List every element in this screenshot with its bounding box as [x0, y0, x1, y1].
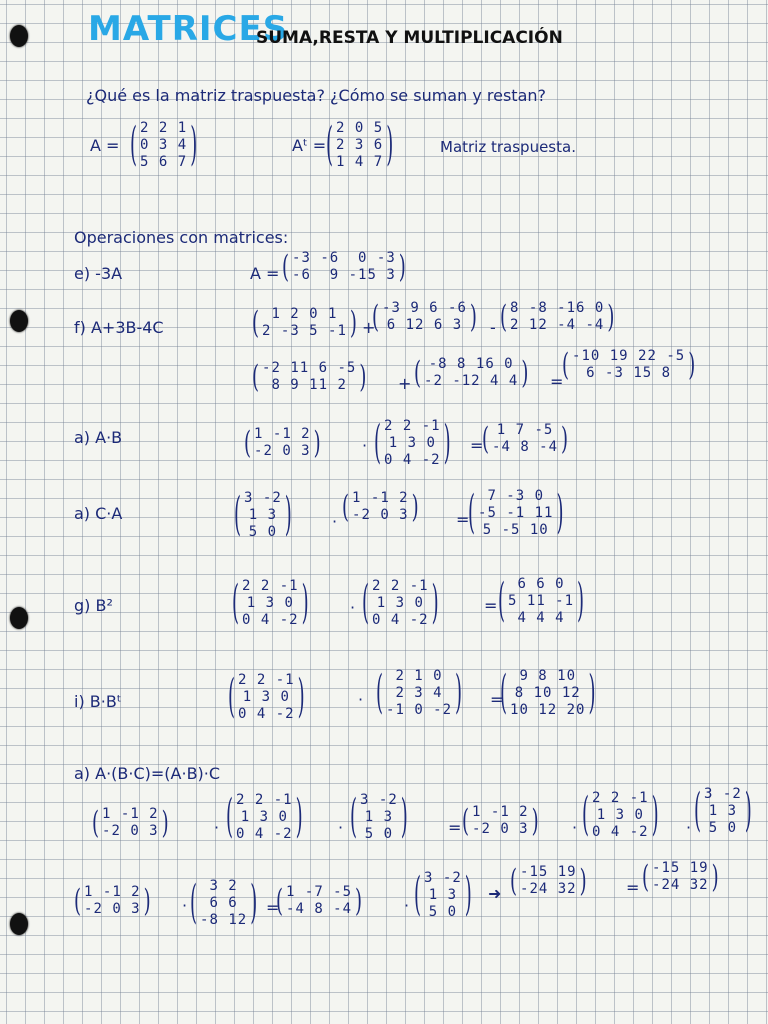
- plus-sign: +: [362, 318, 376, 337]
- right-bracket: ): [588, 666, 596, 721]
- exercise-f-label: f) A+3B-4C: [74, 318, 164, 337]
- matrix-row: 1 4 7: [336, 154, 384, 170]
- matrix-row: -2 0 3: [472, 821, 529, 837]
- matrix-row: 1 2 0 1: [271, 306, 338, 322]
- matrix-f-4: [252, 360, 366, 394]
- right-bracket: ): [651, 788, 659, 843]
- left-bracket: (: [498, 574, 506, 629]
- right-bracket: ): [744, 784, 752, 839]
- matrix-row: 8 -8 -16 0: [510, 300, 605, 316]
- right-bracket: ): [398, 249, 406, 285]
- matrix-row: -2 0 3: [352, 507, 409, 523]
- matrix-assoc-r1-6: [694, 786, 752, 837]
- equals-sign: =: [448, 818, 462, 837]
- matrix-row: 1 3: [248, 507, 278, 523]
- right-bracket: ): [431, 576, 439, 631]
- left-bracket: (: [414, 868, 422, 923]
- matrix-assoc-r1-1: [92, 806, 169, 840]
- left-bracket: (: [252, 359, 260, 395]
- right-bracket: ): [711, 859, 719, 895]
- left-bracket: (: [190, 876, 198, 931]
- matrix-ab-result: [482, 422, 568, 456]
- exercise-bbt-label: i) B·Bᵗ: [74, 692, 122, 711]
- matrix-bbt-1: [228, 672, 305, 723]
- binder-hole: [10, 25, 28, 47]
- left-bracket: (: [234, 488, 242, 543]
- right-bracket: ): [250, 876, 258, 931]
- left-bracket: (: [232, 576, 240, 631]
- matrix-row: 0 4 -2: [384, 452, 441, 468]
- matrix-row: 2 2 1: [140, 120, 188, 136]
- matrix-row: 1 3 0: [596, 807, 644, 823]
- right-bracket: ): [400, 790, 408, 845]
- matrix-row: 4 4 4: [517, 610, 565, 626]
- dot-sign: ·: [182, 896, 188, 915]
- matrix-row: 2 2 -1: [238, 672, 295, 688]
- matrix-row: 1 -1 2: [352, 490, 409, 506]
- right-bracket: ): [143, 883, 151, 919]
- matrix-assoc-r2-6: [642, 860, 719, 894]
- matrix-row: 0 4 -2: [592, 824, 649, 840]
- left-bracket: (: [130, 118, 138, 173]
- matrix-assoc-r1-2: [226, 792, 303, 843]
- matrix-row: 5 11 -1: [508, 593, 575, 609]
- matrix-row: 8 10 12: [514, 685, 581, 701]
- matrix-row: -24 32: [652, 877, 709, 893]
- matrix-row: 1 3 0: [388, 435, 436, 451]
- dot-sign: ·: [338, 818, 344, 837]
- matrix-row: 0 4 -2: [236, 826, 293, 842]
- matrix-assoc-r2-4: [414, 870, 472, 921]
- matrix-row: -10 19 22 -5: [572, 348, 686, 364]
- matrix-b2-1: [232, 578, 309, 629]
- matrix-row: 2 0 5: [336, 120, 384, 136]
- equals-sign: =: [470, 436, 484, 455]
- equals-sign: =: [266, 898, 280, 917]
- matrix-row: -2 0 3: [102, 823, 159, 839]
- matrix-row: 1 -1 2: [472, 804, 529, 820]
- matrix-row: -2 -12 4 4: [424, 373, 519, 389]
- right-bracket: ): [556, 486, 564, 541]
- matrix-row: 3 2: [209, 878, 238, 894]
- matrix-row: 2 12 -4 -4: [510, 317, 605, 333]
- right-bracket: ): [161, 805, 169, 841]
- matrix-row: 0 4 -2: [242, 612, 299, 628]
- left-bracket: (: [510, 863, 518, 899]
- matrix-row: 8 9 11 2: [271, 377, 347, 393]
- left-bracket: (: [350, 790, 358, 845]
- matrix-at-label: Aᵗ =: [292, 136, 327, 155]
- matrix-row: -8 8 16 0: [428, 356, 514, 372]
- dot-sign: ·: [214, 818, 220, 837]
- dot-sign: ·: [572, 818, 578, 837]
- minus-sign: -: [490, 318, 496, 337]
- matrix-row: 9 8 10: [519, 668, 577, 684]
- binder-hole: [10, 607, 28, 629]
- right-bracket: ): [359, 359, 367, 395]
- right-bracket: ): [688, 347, 696, 383]
- matrix-row: -3 -6 0 -3: [292, 250, 396, 266]
- dot-sign: ·: [686, 818, 692, 837]
- matrix-row: -15 19: [652, 860, 709, 876]
- matrix-row: 2 3 6: [336, 137, 384, 153]
- left-bracket: (: [562, 347, 570, 383]
- binder-hole: [10, 913, 28, 935]
- matrix-row: 2 3 4: [395, 685, 443, 701]
- matrix-row: -4 8 -4: [492, 439, 559, 455]
- matrix-row: 1 -7 -5: [286, 884, 353, 900]
- dot-sign: ·: [362, 436, 368, 455]
- matrix-row: 7 -3 0: [487, 488, 545, 504]
- matrix-ca-2: [342, 490, 419, 524]
- left-bracket: (: [244, 425, 252, 461]
- left-bracket: (: [582, 788, 590, 843]
- equals-sign: =: [484, 596, 498, 615]
- left-bracket: (: [226, 790, 234, 845]
- matrix-row: 1 3 0: [240, 809, 288, 825]
- matrix-row: 10 12 20: [510, 702, 586, 718]
- matrix-row: -2 0 3: [254, 443, 311, 459]
- right-bracket: ): [301, 576, 309, 631]
- right-bracket: ): [443, 416, 451, 471]
- matrix-row: 0 4 -2: [372, 612, 429, 628]
- transpose-note: Matriz traspuesta.: [440, 138, 576, 156]
- matrix-row: 1 3 0: [246, 595, 294, 611]
- matrix-row: -4 8 -4: [286, 901, 353, 917]
- matrix-row: 2 2 -1: [236, 792, 293, 808]
- right-bracket: ): [577, 574, 585, 629]
- exercise-e-label: e) -3A: [74, 264, 123, 283]
- equals-sign: =: [456, 510, 470, 529]
- question: ¿Qué es la matriz traspuesta? ¿Cómo se suman y restan?: [86, 86, 546, 105]
- matrix-row: -6 9 -15 3: [292, 267, 396, 283]
- matrix-assoc-r2-2: [190, 878, 257, 929]
- matrix-row: 6 6 0: [517, 576, 565, 592]
- matrix-row: 1 3: [428, 887, 458, 903]
- exercise-assoc-label: a) A·(B·C)=(A·B)·C: [74, 764, 221, 783]
- left-bracket: (: [282, 249, 290, 285]
- right-bracket: ): [355, 883, 363, 919]
- right-bracket: ): [313, 425, 321, 461]
- matrix-row: 3 -2: [704, 786, 742, 802]
- matrix-row: -8 12: [200, 912, 248, 928]
- right-bracket: ): [464, 868, 472, 923]
- equals-sign: =: [626, 878, 640, 897]
- equals-sign: =: [490, 690, 504, 709]
- matrix-row: 2 2 -1: [384, 418, 441, 434]
- right-bracket: ): [349, 305, 357, 341]
- matrix-assoc-r1-4: [462, 804, 539, 838]
- right-bracket: ): [531, 803, 539, 839]
- left-bracket: (: [74, 883, 82, 919]
- right-bracket: ): [295, 790, 303, 845]
- matrix-b2-result: [498, 576, 584, 627]
- matrix-row: -24 32: [520, 881, 577, 897]
- plus-sign: +: [398, 374, 412, 393]
- matrix-row: 6 12 6 3: [386, 317, 463, 333]
- matrix-row: 6 -3 15 8: [586, 365, 672, 381]
- dot-sign: ·: [404, 896, 410, 915]
- matrix-row: 5 0: [708, 820, 738, 836]
- matrix-row: 1 -1 2: [102, 806, 159, 822]
- left-bracket: (: [376, 666, 384, 721]
- exercise-ab-label: a) A·B: [74, 428, 123, 447]
- matrix-row: 1 3 0: [376, 595, 424, 611]
- matrix-b2-2: [362, 578, 439, 629]
- matrix-row: 3 -2: [244, 490, 282, 506]
- matrix-bbt-result: [500, 668, 596, 719]
- left-bracket: (: [374, 416, 382, 471]
- exercise-b2-label: g) B²: [74, 596, 113, 615]
- matrix-row: -2 0 3: [84, 901, 141, 917]
- right-bracket: ): [561, 421, 569, 457]
- matrix-row: 5 0: [248, 524, 278, 540]
- matrix-ab-1: [244, 426, 321, 460]
- left-bracket: (: [228, 670, 236, 725]
- matrix-a-label: A =: [90, 136, 120, 155]
- matrix-row: 6 6: [209, 895, 238, 911]
- right-bracket: ): [190, 118, 198, 173]
- right-bracket: ): [607, 299, 615, 335]
- left-bracket: (: [462, 803, 470, 839]
- matrix-row: 5 6 7: [140, 154, 188, 170]
- equals-sign: =: [550, 372, 564, 391]
- left-bracket: (: [326, 118, 334, 173]
- dot-sign: ·: [332, 512, 338, 531]
- matrix-row: -1 0 -2: [386, 702, 453, 718]
- right-bracket: ): [284, 488, 292, 543]
- left-bracket: (: [482, 421, 490, 457]
- matrix-row: 1 3 0: [242, 689, 290, 705]
- matrix-row: 1 7 -5: [496, 422, 554, 438]
- left-bracket: (: [468, 486, 476, 541]
- matrix-row: 1 -1 2: [84, 884, 141, 900]
- matrix-assoc-r1-3: [350, 792, 408, 843]
- matrix-f-6: [562, 348, 695, 382]
- left-bracket: (: [276, 883, 284, 919]
- left-bracket: (: [252, 305, 260, 341]
- matrix-f-2: [372, 300, 477, 334]
- left-bracket: (: [372, 299, 380, 335]
- matrix-row: 5 0: [364, 826, 394, 842]
- right-bracket: ): [386, 118, 394, 173]
- matrix-e-result: [282, 250, 406, 284]
- exercise-e-eq: A =: [250, 264, 280, 283]
- left-bracket: (: [92, 805, 100, 841]
- left-bracket: (: [642, 859, 650, 895]
- matrix-row: 2 2 -1: [242, 578, 299, 594]
- left-bracket: (: [694, 784, 702, 839]
- exercise-ca-label: a) C·A: [74, 504, 123, 523]
- matrix-row: 5 0: [428, 904, 458, 920]
- matrix-a: [130, 120, 197, 171]
- right-bracket: ): [455, 666, 463, 721]
- matrix-ca-1: [234, 490, 292, 541]
- matrix-row: -3 9 6 -6: [382, 300, 467, 316]
- matrix-row: 1 3: [364, 809, 394, 825]
- matrix-assoc-r2-1: [74, 884, 151, 918]
- matrix-row: -2 11 6 -5: [262, 360, 357, 376]
- matrix-f-3: [500, 300, 614, 334]
- matrix-row: 1 -1 2: [254, 426, 311, 442]
- matrix-row: 5 -5 10: [482, 522, 549, 538]
- matrix-row: 2 2 -1: [372, 578, 429, 594]
- matrix-bbt-2: [376, 668, 462, 719]
- dot-sign: ·: [358, 690, 364, 709]
- matrix-row: 0 4 -2: [238, 706, 295, 722]
- matrix-row: 1 3: [708, 803, 738, 819]
- right-bracket: ): [469, 299, 477, 335]
- right-bracket: ): [521, 355, 529, 391]
- matrix-row: -15 19: [520, 864, 577, 880]
- matrix-ab-2: [374, 418, 451, 469]
- right-bracket: ): [297, 670, 305, 725]
- right-bracket: ): [411, 489, 419, 525]
- page-title: MATRICES: [88, 9, 289, 49]
- matrix-row: -5 -1 11: [478, 505, 554, 521]
- matrix-row: 2 -3 5 -1: [262, 323, 347, 339]
- matrix-assoc-r2-3: [276, 884, 362, 918]
- matrix-ca-result: [468, 488, 564, 539]
- matrix-assoc-r2-5: [510, 864, 587, 898]
- dot-sign: ·: [350, 598, 356, 617]
- matrix-f-5: [414, 356, 528, 390]
- binder-hole: [10, 310, 28, 332]
- left-bracket: (: [362, 576, 370, 631]
- matrix-f-1: [252, 306, 357, 340]
- left-bracket: (: [342, 489, 350, 525]
- matrix-row: 3 -2: [360, 792, 398, 808]
- right-bracket: ): [579, 863, 587, 899]
- operations-heading: Operaciones con matrices:: [74, 228, 289, 247]
- matrix-row: 2 1 0: [395, 668, 443, 684]
- left-bracket: (: [500, 666, 508, 721]
- matrix-at: [326, 120, 393, 171]
- left-bracket: (: [500, 299, 508, 335]
- matrix-row: 2 2 -1: [592, 790, 649, 806]
- matrix-assoc-r1-5: [582, 790, 659, 841]
- matrix-row: 3 -2: [424, 870, 462, 886]
- left-bracket: (: [414, 355, 422, 391]
- page-subtitle: SUMA,RESTA Y MULTIPLICACIÓN: [256, 28, 563, 48]
- matrix-row: 0 3 4: [140, 137, 188, 153]
- arrow-icon: ➜: [488, 884, 502, 903]
